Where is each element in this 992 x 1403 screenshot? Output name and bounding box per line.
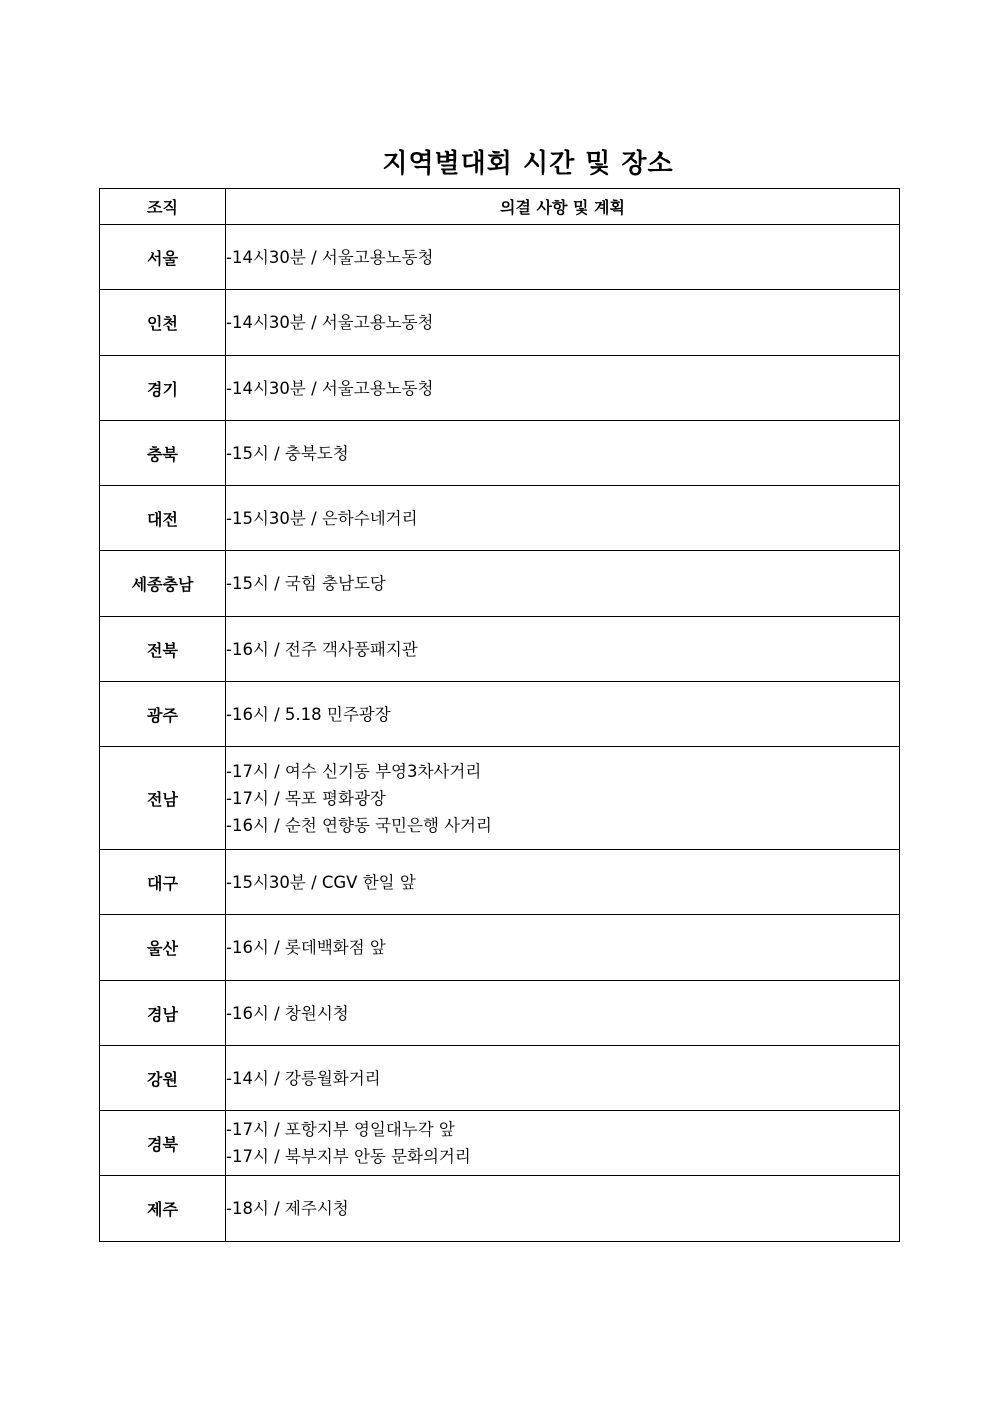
organization-cell: 광주 xyxy=(100,682,226,747)
table-row xyxy=(100,421,900,486)
plan-cell xyxy=(226,225,900,290)
schedule-table xyxy=(99,188,900,1242)
plan-item: -15시 / 충북도청 xyxy=(226,443,349,463)
table-row xyxy=(100,747,900,850)
header-plan: 의결 사항 및 계획 xyxy=(226,189,900,225)
organization-cell: 경남 xyxy=(100,981,226,1046)
organization-cell: 울산 xyxy=(100,915,226,981)
organization-cell: 서울 xyxy=(100,225,226,290)
organization-cell: 대구 xyxy=(100,850,226,915)
plan-item: -16시 / 5.18 민주광장 xyxy=(226,704,391,724)
table-row xyxy=(100,682,900,747)
plan-item: -17시 / 목포 평화광장 xyxy=(226,788,386,808)
organization-cell: 강원 xyxy=(100,1046,226,1111)
plan-item: -15시30분 / CGV 한일 앞 xyxy=(226,872,416,892)
plan-item: -18시 / 제주시청 xyxy=(226,1199,349,1218)
plan-cell xyxy=(226,1111,900,1176)
plan-item: -14시30분 / 서울고용노동청 xyxy=(226,378,434,398)
plan-cell xyxy=(226,1176,900,1242)
table-row xyxy=(100,850,900,915)
plan-cell xyxy=(226,551,900,617)
organization-cell: 전북 xyxy=(100,617,226,682)
table-row xyxy=(100,551,900,617)
plan-item: -17시 / 포항지부 영일대누각 앞 xyxy=(226,1120,455,1139)
plan-cell xyxy=(226,850,900,915)
organization-cell: 인천 xyxy=(100,290,226,356)
table-row xyxy=(100,356,900,421)
plan-cell xyxy=(226,486,900,551)
plan-cell xyxy=(226,747,900,850)
plan-item: -15시 / 국힘 충남도당 xyxy=(226,574,386,593)
table-row xyxy=(100,1111,900,1176)
organization-cell: 전남 xyxy=(100,747,226,850)
plan-item: -16시 / 롯데백화점 앞 xyxy=(226,938,386,957)
plan-item: -14시30분 / 서울고용노동청 xyxy=(226,313,434,332)
plan-item: -14시 / 강릉월화거리 xyxy=(226,1068,381,1088)
table-row xyxy=(100,225,900,290)
document-title: 지역별대회 시간 및 장소 xyxy=(382,149,674,179)
organization-cell: 경북 xyxy=(100,1111,226,1176)
plan-item: -15시30분 / 은하수네거리 xyxy=(226,508,418,528)
organization-cell: 경기 xyxy=(100,356,226,421)
table-row xyxy=(100,981,900,1046)
organization-cell: 세종충남 xyxy=(100,551,226,617)
plan-cell xyxy=(226,617,900,682)
plan-item: -17시 / 여수 신기동 부영3차사거리 xyxy=(226,761,482,781)
plan-item: -16시 / 순천 연향동 국민은행 사거리 xyxy=(226,815,492,835)
table-row xyxy=(100,915,900,981)
plan-cell xyxy=(226,915,900,981)
plan-item: -16시 / 창원시청 xyxy=(226,1003,349,1023)
plan-cell xyxy=(226,682,900,747)
table-row xyxy=(100,617,900,682)
table-row xyxy=(100,1046,900,1111)
table-row xyxy=(100,290,900,356)
plan-item: -16시 / 전주 객사풍패지관 xyxy=(226,639,418,659)
table-row xyxy=(100,1176,900,1242)
plan-cell xyxy=(226,981,900,1046)
plan-cell xyxy=(226,421,900,486)
organization-cell: 대전 xyxy=(100,486,226,551)
table-row xyxy=(100,486,900,551)
plan-item: -14시30분 / 서울고용노동청 xyxy=(226,247,434,267)
table-header-row xyxy=(100,189,900,225)
plan-cell xyxy=(226,1046,900,1111)
table-body xyxy=(100,225,900,1242)
organization-cell: 제주 xyxy=(100,1176,226,1242)
header-organization: 조직 xyxy=(100,189,226,225)
plan-cell xyxy=(226,290,900,356)
plan-cell xyxy=(226,356,900,421)
organization-cell: 충북 xyxy=(100,421,226,486)
plan-item: -17시 / 북부지부 안동 문화의거리 xyxy=(226,1147,471,1166)
